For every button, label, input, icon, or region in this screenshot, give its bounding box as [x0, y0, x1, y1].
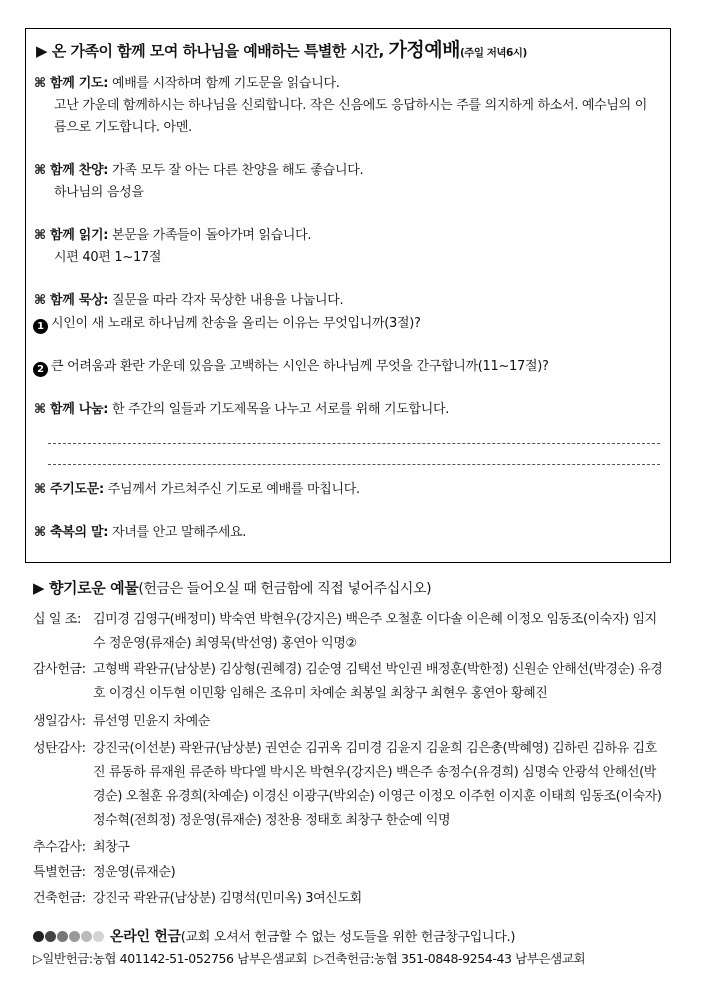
dot-icon [93, 931, 104, 942]
offering-label: 성탄감사: [33, 741, 86, 756]
building-account: ▷건축헌금:농협 351-0848-9254-43 남부은샘교회 [314, 951, 586, 966]
blessing-section [34, 522, 246, 544]
offering-row-harvest [33, 836, 663, 860]
reading-text: 본문을 가족들이 돌아가며 읽습니다. [108, 228, 312, 243]
offering-title [33, 577, 431, 598]
offering-names: 강진국(이선분) 곽완규(남상분) 권연순 김귀옥 김미경 김윤지 김윤희 김은총(박혜영) 김하린 김하유 김호진 류동하 류재원 류준하 박다엘 박시온 박현우(강지은) 백은주 송정수(유경희) 심명숙 안광석 안해선(박경순) 오철훈 유경희(차예순) 이경신 이광구(박외순) 이영근 이정오 이주헌 이지훈 이태희 임동조(이숙자) 정수혁(전희정) 정운영(류재순) 정찬용 정태호 최창구 한순예 익명 [93, 741, 662, 828]
offering-note: (헌금은 들어오실 때 헌금함에 직접 넣어주십시오) [138, 581, 432, 597]
number-two-icon: 2 [33, 362, 48, 377]
online-note: (교회 오셔서 헌금할 수 없는 성도들을 위한 헌금창구입니다.) [180, 930, 516, 945]
offering-row-tithe [33, 608, 663, 656]
offering-names: 강진국 곽완규(남상분) 김명석(민미옥) 3여신도회 [93, 891, 362, 906]
prayer-label: ⌘ 함께 기도: [34, 76, 109, 91]
dot-icon [33, 931, 44, 942]
offering-names: 김미경 김영구(배정미) 박숙연 박현우(강지은) 백은주 오철훈 이다솔 이은혜 이정오 임동조(이숙자) 임지수 정운영(류재순) 최영묵(박선영) 홍연아 익명② [93, 612, 657, 651]
offering-row-thanks [33, 658, 663, 706]
general-account: ▷일반헌금:농협 401142-51-052756 남부은샘교회 [33, 951, 308, 966]
writing-line-2 [48, 464, 660, 465]
blessing-label: ⌘ 축복의 말: [34, 525, 109, 540]
offering-names: 최창구 [93, 840, 130, 855]
meditation-label: ⌘ 함께 묵상: [34, 293, 109, 308]
praise-body: 하나님의 음성을 [54, 185, 144, 200]
writing-line-1 [48, 443, 660, 444]
offering-names: 류선영 민윤지 차예순 [93, 714, 210, 729]
sharing-text: 한 주간의 일들과 기도제목을 나누고 서로를 위해 기도합니다. [108, 402, 450, 417]
offering-label: 건축헌금: [33, 891, 86, 906]
praise-text: 가족 모두 잘 아는 다른 찬양을 해도 좋습니다. [108, 163, 364, 178]
reading-label: ⌘ 함께 읽기: [34, 228, 109, 243]
meditation-text: 질문을 따라 각자 묵상한 내용을 나눕니다. [108, 293, 344, 308]
meditation-section [34, 290, 343, 312]
dot-icon [57, 931, 68, 942]
offering-label: 감사헌금: [33, 662, 86, 677]
sharing-label: ⌘ 함께 나눔: [34, 402, 109, 417]
offering-label: 십 일 조: [33, 612, 81, 627]
account-numbers [33, 949, 585, 967]
question-1 [33, 313, 421, 335]
prayer-body: 고난 가운데 함께하시는 하나님을 신뢰합니다. 작은 신음에도 응답하시는 주를 의지하게 하소서. 예수님의 이름으로 기도합니다. 아멘. [54, 98, 648, 135]
offering-row-birthday [33, 710, 663, 734]
worship-title [36, 35, 527, 62]
reading-body: 시편 40편 1~17절 [54, 250, 162, 265]
offering-row-special [33, 861, 663, 885]
online-offering [33, 926, 515, 946]
offering-label: 특별헌금: [33, 865, 86, 880]
lords-prayer-section [34, 479, 360, 501]
offering-title-text: ▶ 향기로운 예물 [33, 579, 139, 597]
offering-label: 생일감사: [33, 714, 86, 729]
offering-label: 추수감사: [33, 840, 86, 855]
online-title: 온라인 헌금 [110, 929, 181, 945]
dot-icon [45, 931, 56, 942]
dot-icon [81, 931, 92, 942]
number-one-icon: 1 [33, 319, 48, 334]
lords-prayer-label: ⌘ 주기도문: [34, 482, 104, 497]
praise-section [34, 160, 363, 182]
title-suffix: (주일 저녁6시) [459, 47, 527, 59]
reading-section [34, 225, 311, 247]
dot-icon [69, 931, 80, 942]
question-1-text: 시인이 새 노래로 하나님께 찬송을 올리는 이유는 무엇입니까(3절)? [51, 316, 421, 331]
offering-row-christmas [33, 737, 663, 833]
title-main: 가정예배 [388, 39, 460, 61]
question-2 [33, 356, 549, 378]
lords-prayer-text: 주님께서 가르쳐주신 기도로 예배를 마칩니다. [103, 482, 360, 497]
family-worship-box [25, 28, 671, 563]
offering-names: 정운영(류재순) [93, 865, 176, 880]
prayer-text: 예배를 시작하며 함께 기도문을 읽습니다. [108, 76, 340, 91]
prayer-section [34, 73, 340, 95]
offering-row-building [33, 887, 663, 911]
sharing-section [34, 399, 449, 421]
blessing-text: 자녀를 안고 말해주세요. [108, 525, 247, 540]
title-prefix: ▶ 온 가족이 함께 모여 하나님을 예배하는 특별한 시간, [36, 42, 384, 60]
question-2-text: 큰 어려움과 환란 가운데 있음을 고백하는 시인은 하나님께 무엇을 간구합니까(11~17절)? [51, 359, 549, 374]
offering-names: 고형백 곽완규(남상분) 김상형(권혜경) 김순영 김택선 박인권 배정훈(박한정) 신원순 안해선(박경순) 유경호 이경신 이두현 이민황 임해은 조유미 차예순 최봉일 최창구 최현우 홍연아 황혜진 [93, 662, 663, 701]
praise-label: ⌘ 함께 찬양: [34, 163, 109, 178]
